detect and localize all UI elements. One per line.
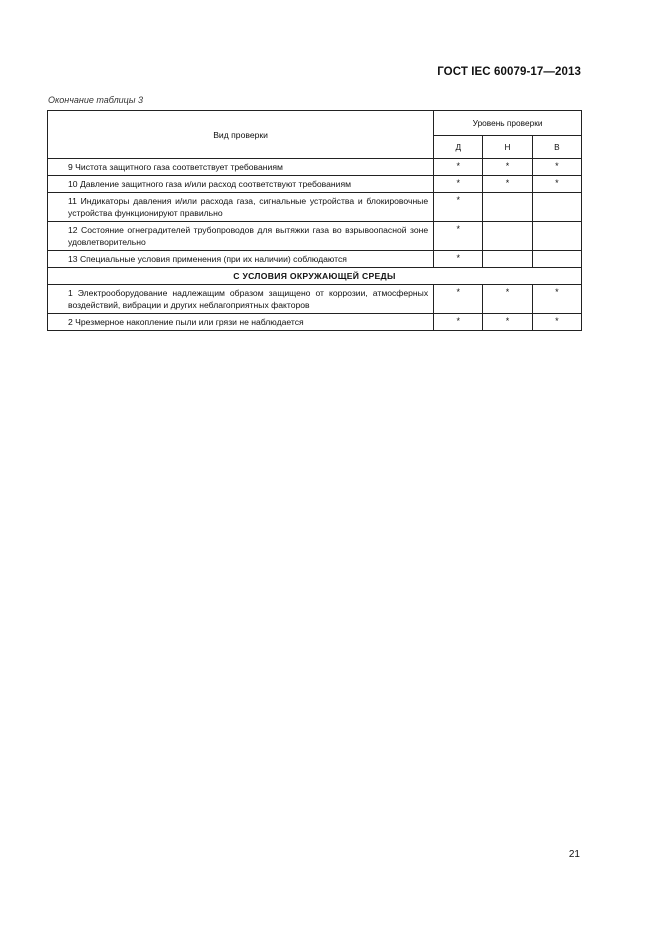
mark-d: * — [434, 193, 483, 222]
row-description: 9 Чистота защитного газа соответствует требованиям — [48, 159, 434, 176]
mark-n: * — [483, 176, 532, 193]
table-row — [48, 251, 582, 268]
column-header-inspection-type: Вид проверки — [48, 111, 434, 159]
mark-n: * — [483, 285, 532, 314]
row-description: 10 Давление защитного газа и/или расход соответствуют требованиям — [48, 176, 434, 193]
table-caption: Окончание таблицы 3 — [48, 95, 143, 105]
mark-n: * — [483, 159, 532, 176]
level-header-d: Д — [434, 136, 483, 159]
row-description: 11 Индикаторы давления и/или расхода газа, сигнальные устройства и блокировочные устройства функционируют правильно — [48, 193, 434, 222]
mark-n — [483, 193, 532, 222]
row-description: 12 Состояние огнеградителей трубопроводов для вытяжки газа во взрывоопасной зоне удовлетворительно — [48, 222, 434, 251]
table-row — [48, 193, 582, 222]
column-header-inspection-level: Уровень проверки — [434, 111, 582, 136]
row-description: 13 Специальные условия применения (при их наличии) соблюдаются — [48, 251, 434, 268]
document-header: ГОСТ IEC 60079-17—2013 — [437, 66, 581, 78]
level-header-v: В — [532, 136, 581, 159]
mark-d: * — [434, 159, 483, 176]
table-row — [48, 285, 582, 314]
mark-d: * — [434, 176, 483, 193]
inspection-table — [47, 110, 582, 331]
section-row — [48, 268, 582, 285]
table-row — [48, 222, 582, 251]
mark-d: * — [434, 222, 483, 251]
row-description: 2 Чрезмерное накопление пыли или грязи не наблюдается — [48, 314, 434, 331]
page-number: 21 — [568, 849, 580, 860]
section-title: С УСЛОВИЯ ОКРУЖАЮЩЕЙ СРЕДЫ — [48, 268, 582, 285]
table-row — [48, 176, 582, 193]
mark-v — [532, 193, 581, 222]
mark-n — [483, 222, 532, 251]
mark-v: * — [532, 314, 581, 331]
mark-v: * — [532, 176, 581, 193]
mark-v — [532, 222, 581, 251]
level-header-n: Н — [483, 136, 532, 159]
table-row — [48, 314, 582, 331]
mark-n: * — [483, 314, 532, 331]
mark-v: * — [532, 159, 581, 176]
mark-v: * — [532, 285, 581, 314]
row-description: 1 Электрооборудование надлежащим образом защищено от коррозии, атмосферных воздействий, вибрации и других неблагоприятных факторов — [48, 285, 434, 314]
mark-d: * — [434, 285, 483, 314]
table-row — [48, 159, 582, 176]
mark-d: * — [434, 314, 483, 331]
mark-n — [483, 251, 532, 268]
mark-d: * — [434, 251, 483, 268]
mark-v — [532, 251, 581, 268]
